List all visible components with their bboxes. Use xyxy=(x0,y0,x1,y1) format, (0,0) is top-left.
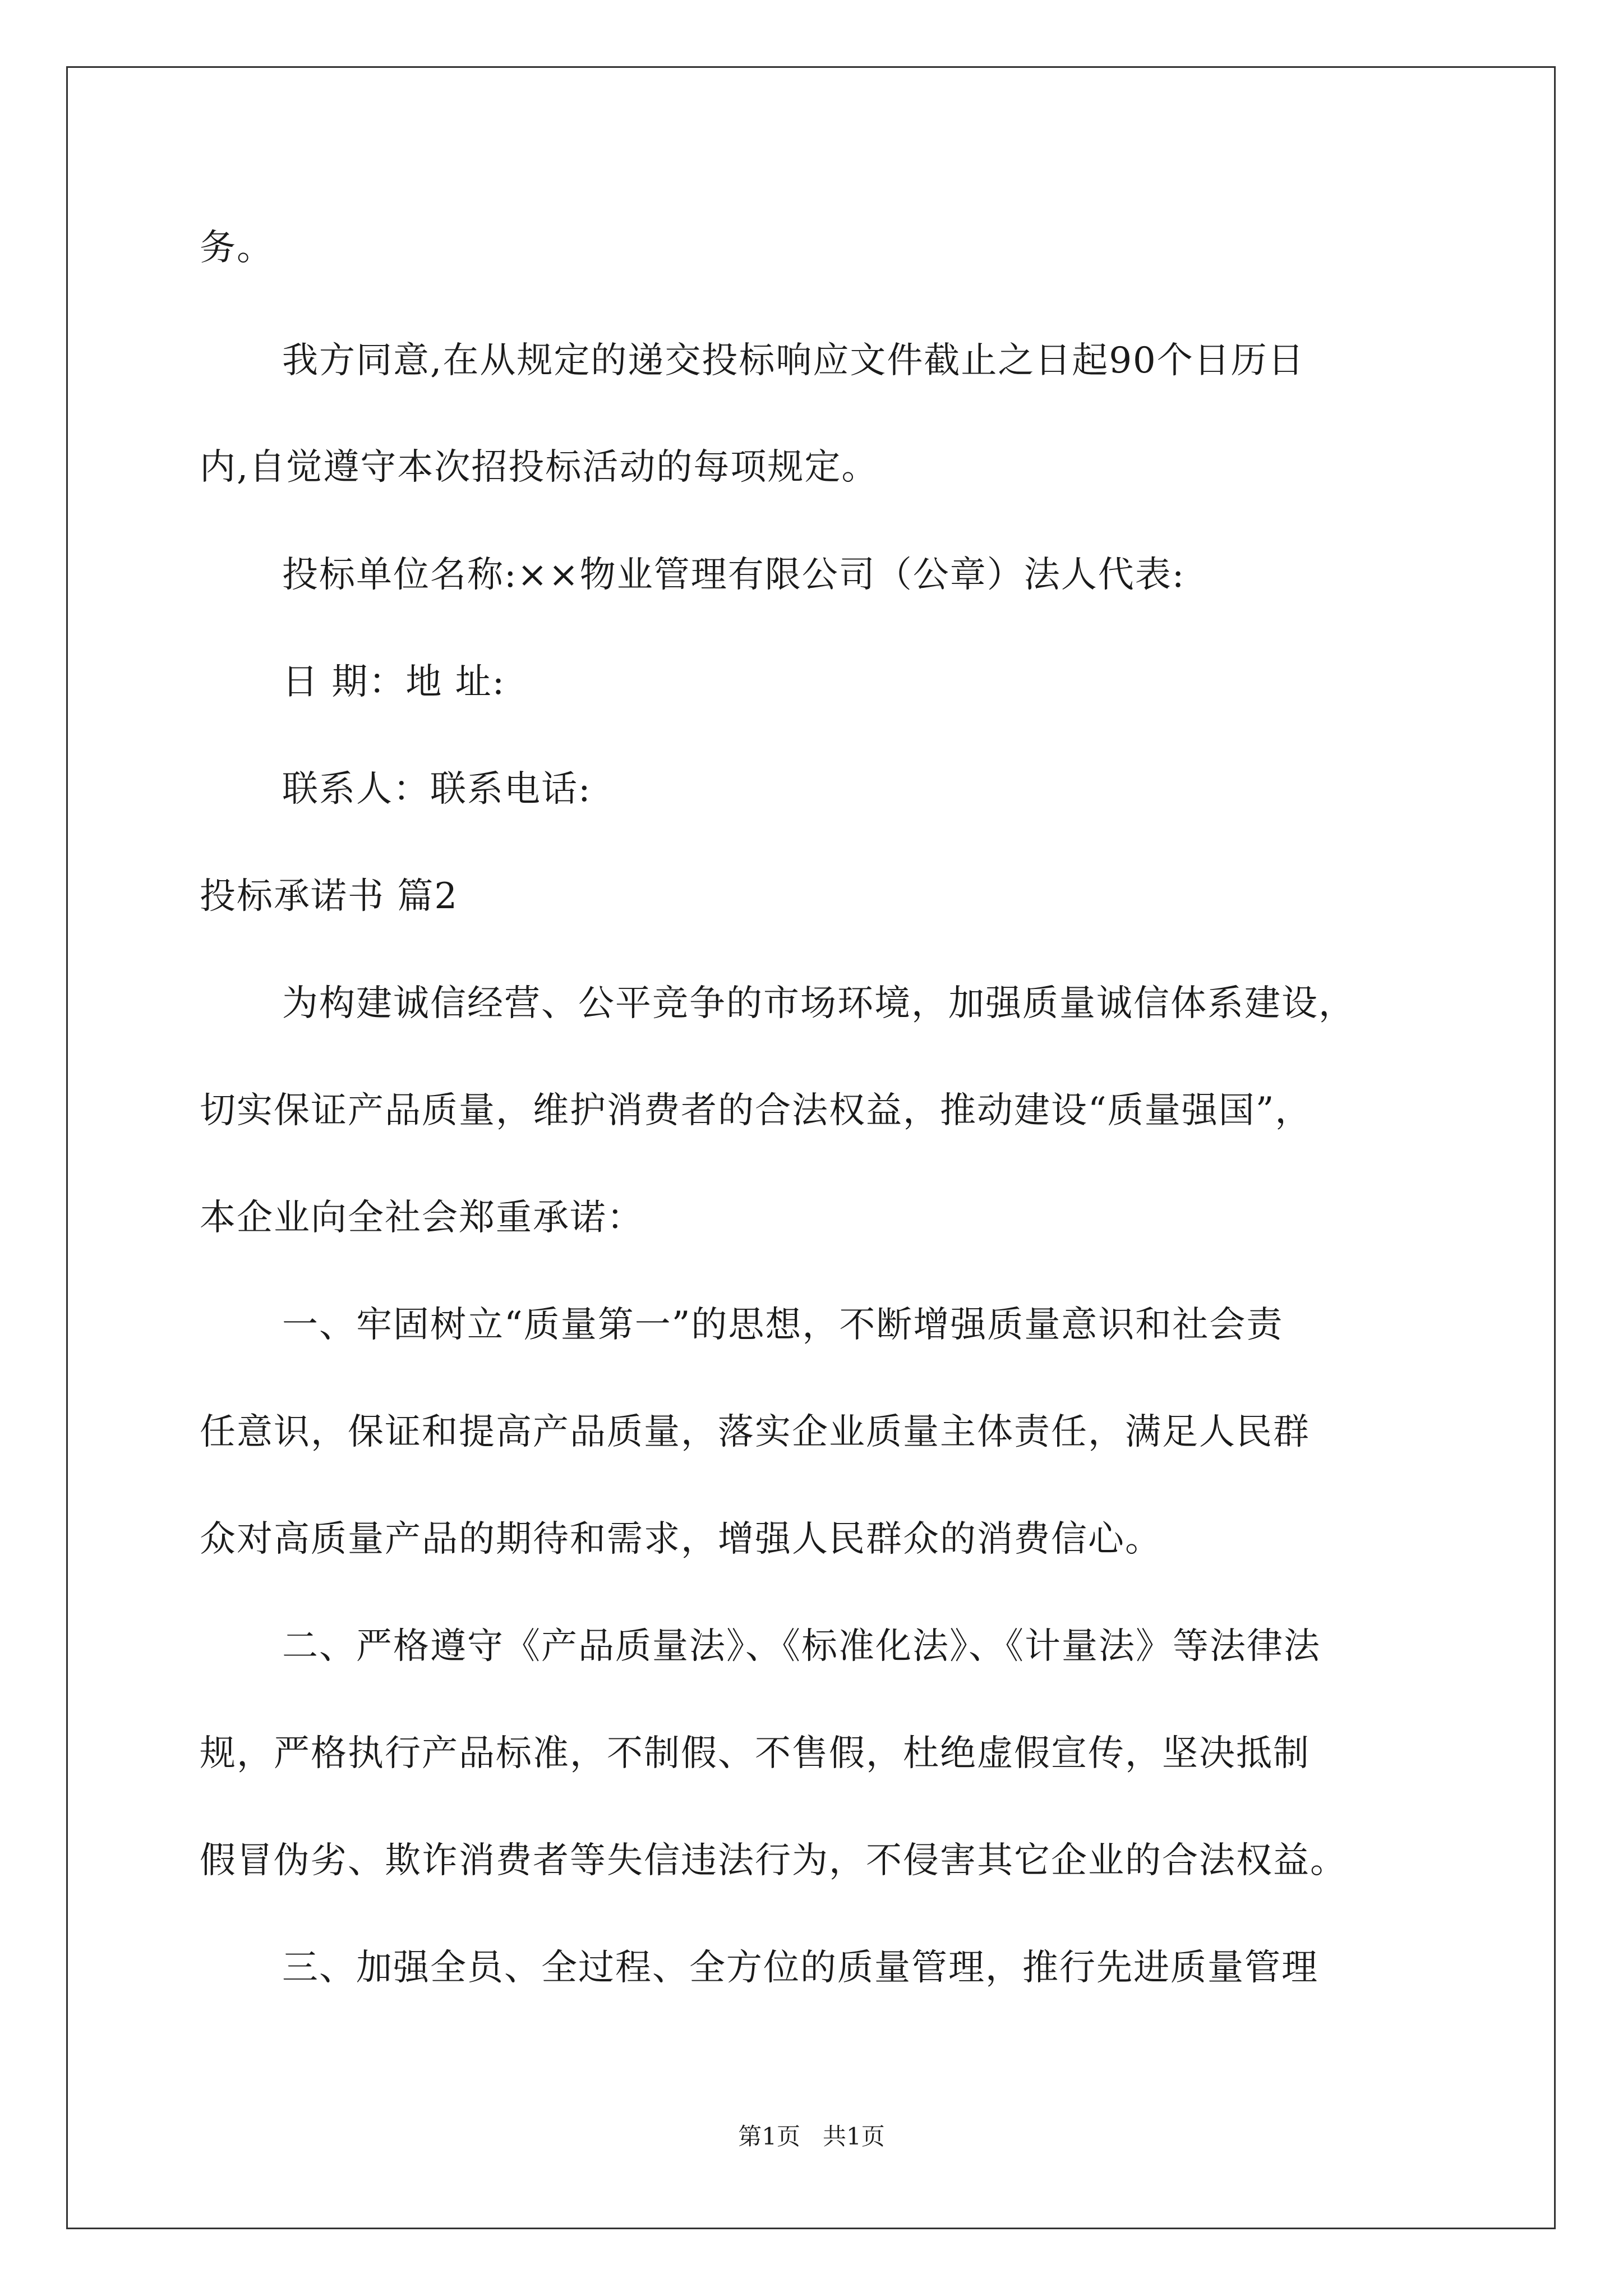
text-line: 联系人：联系电话: xyxy=(282,769,592,810)
text-line: 我方同意,在从规定的递交投标响应文件截止之日起90个日历日 xyxy=(282,340,1305,381)
text-line: 本企业向全社会郑重承诺： xyxy=(200,1197,644,1239)
text-line: 一、牢固树立“质量第一”的思想，不断增强质量意识和社会责 xyxy=(282,1304,1284,1346)
text-line: 日 期：地 址: xyxy=(282,661,506,703)
text-line: 任意识，保证和提高产品质量，落实企业质量主体责任，满足人民群 xyxy=(200,1411,1310,1453)
text-line: 为构建诚信经营、公平竞争的市场环境，加强质量诚信体系建设， xyxy=(282,983,1355,1024)
text-line: 二、严格遵守《产品质量法》、《标准化法》、《计量法》等法律法 xyxy=(282,1626,1321,1667)
text-line: 假冒伪劣、欺诈消费者等失信违法行为，不侵害其它企业的合法权益。 xyxy=(200,1840,1347,1881)
page-footer: 第1页 共1页 xyxy=(738,2123,885,2150)
text-line: 投标单位名称:××物业管理有限公司（公章）法人代表: xyxy=(282,554,1186,596)
text-line: 三、加强全员、全过程、全方位的质量管理，推行先进质量管理 xyxy=(282,1947,1318,1989)
page-border xyxy=(66,66,1556,2229)
section-heading: 投标承诺书 篇2 xyxy=(200,876,459,917)
text-line: 规，严格执行产品标准，不制假、不售假，杜绝虚假宣传，坚决抵制 xyxy=(200,1733,1310,1774)
text-line: 务。 xyxy=(200,227,274,269)
text-line: 切实保证产品质量，维护消费者的合法权益，推动建设“质量强国”， xyxy=(200,1090,1312,1131)
text-line: 众对高质量产品的期待和需求，增强人民群众的消费信心。 xyxy=(200,1519,1162,1560)
text-line: 内,自觉遵守本次招投标活动的每项规定。 xyxy=(200,447,879,488)
